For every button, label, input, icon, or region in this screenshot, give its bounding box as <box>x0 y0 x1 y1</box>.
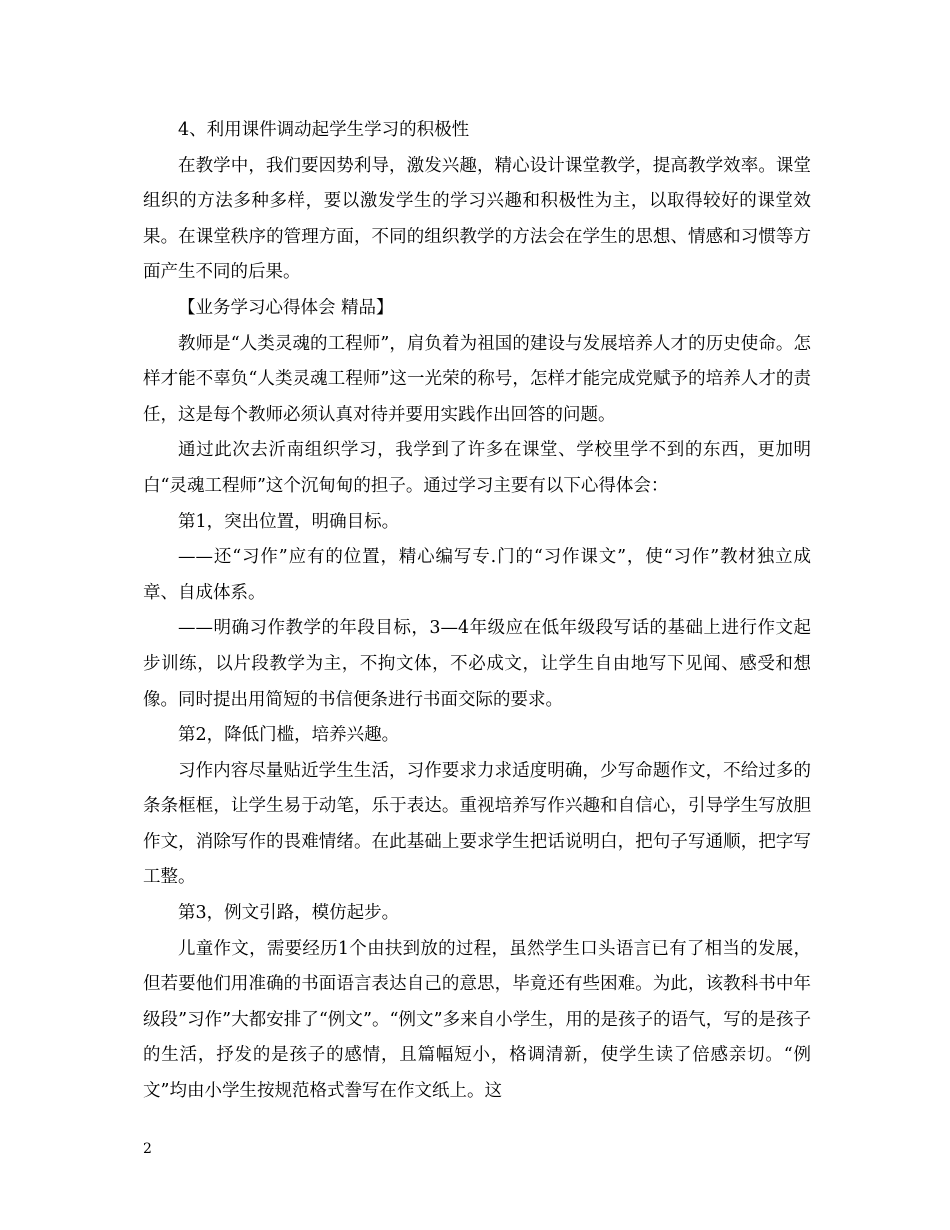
point-heading-2: 第2，降低门槛，培养兴趣。 <box>178 725 400 746</box>
paragraph: 儿童作文，需要经历1个由扶到放的过程，虽然学生口头语言已有了相当的发展，但若要他们用准确的书面语言表达自己的意思，毕竟还有些困难。为此，该教科书中年级段”习作”大都安排了“例文”。“例文”多来自小学生，用的是孩子的语气，写的是孩子的生活，抒发的是孩子的感情，且篇幅短小，格调清新，使学生读了倍感亲切。“例文”均由小学生按规范格式誊写在作文纸上。这 <box>143 938 811 1102</box>
document-body <box>143 113 811 1110</box>
paragraph: 在教学中，我们要因势利导，激发兴趣，精心设计课堂教学，提高教学效率。课堂组织的方法多种多样，要以激发学生的学习兴趣和积极性为主，以取得较好的课堂效果。在课堂秩序的管理方面，不同的组织教学的方法会在学生的思想、情感和习惯等方面产生不同的后果。 <box>143 155 811 283</box>
paragraph: 教师是“人类灵魂的工程师”，肩负着为祖国的建设与发展培养人才的历史使命。怎样才能不辜负“人类灵魂工程师”这一光荣的称号，怎样才能完成党赋予的培养人才的责任，这是每个教师必须认真对待并要用实践作出回答的问题。 <box>143 333 811 425</box>
point-heading-3: 第3，例文引路，模仿起步。 <box>178 903 400 924</box>
page-number: 2 <box>143 1141 152 1157</box>
section-heading-courseware: 4、利用课件调动起学生学习的积极性 <box>178 120 470 140</box>
paragraph: 通过此次去沂南组织学习，我学到了许多在课堂、学校里学不到的东西，更加明白“灵魂工程师”这个沉甸甸的担子。通过学习主要有以下心得体会： <box>143 440 811 496</box>
paragraph: ——还“习作”应有的位置，精心编写专.门的“习作课文”，使“习作”教材独立成章、自成体系。 <box>143 547 811 603</box>
section-title: 【业务学习心得体会 精品】 <box>178 297 394 318</box>
paragraph: ——明确习作教学的年段目标，3—4年级应在低年级段写话的基础上进行作文起步训练，以片段教学为主，不拘文体，不必成文，让学生自由地写下见闻、感受和想像。同时提出用简短的书信便条进行书面交际的要求。 <box>143 618 811 710</box>
point-heading-1: 第1，突出位置，明确目标。 <box>178 511 400 532</box>
paragraph: 习作内容尽量贴近学生生活，习作要求力求适度明确，少写命题作文，不给过多的条条框框，让学生易于动笔，乐于表达。重视培养写作兴趣和自信心，引导学生写放胆作文，消除写作的畏难情绪。在此基础上要求学生把话说明白，把句子写通顺，把字写工整。 <box>143 760 811 888</box>
